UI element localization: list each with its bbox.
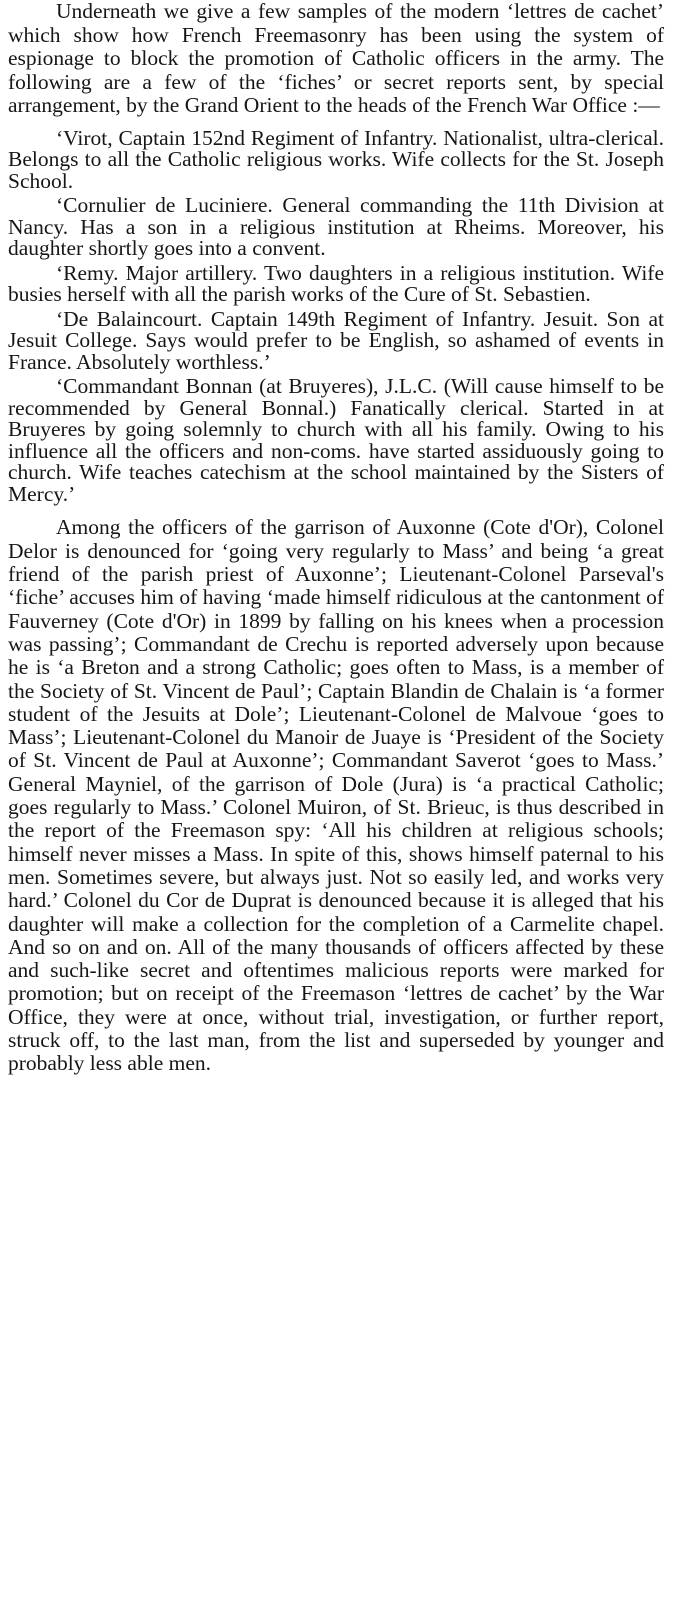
fiche-virot: ‘Virot, Captain 152nd Regiment of Infantry. Nationalist, ultra-clerical. Belongs to all the Catholic religious works. Wife collects for the St. Joseph School. <box>8 125 664 193</box>
body-paragraph: Among the officers of the garrison of Auxonne (Cote d'Or), Colonel Delor is denounced for ‘going very regularly to Mass’ and being ‘a great friend of the parish priest of Auxonne’; Lieutenant-Colonel Parseval's ‘fiche’ accuses him of having ‘made himself ridiculous at the cantonment of Fauverney (Cote d'Or) in 1899 by falling on his knees when a procession was passing’; Commandant de Crechu is reported adversely upon because he is ‘a Breton and a strong Catholic; goes often to Mass, is a member of the Society of St. Vincent de Paul’; Captain Blandin de Chalain is ‘a former student of the Jesuits at Dole’; Lieutenant-Colonel de Malvoue ‘goes to Mass’; Lieutenant-Colonel du Manoir de Juaye is ‘President of the Society of St. Vincent de Paul at Auxonne’; Commandant Saverot ‘goes to Mass.’ General Mayniel, of the garrison of Dole (Jura) is ‘a practical Catholic; goes regularly to Mass.’ Colonel Muiron, of St. Brieuc, is thus described in the report of the Freemason spy: ‘All his children at religious schools; himself never misses a Mass. In spite of this, shows himself paternal to his men. Sometimes severe, but always just. Not so easily led, and works very hard.’ Colonel du Cor de Duprat is denounced because it is alleged that his daughter will make a collection for the completion of a Carmelite chapel. And so on and on. All of the many thousands of officers affected by these and such-like secret and oftentimes malicious reports were marked for promotion; but on receipt of the Freemason ‘lettres de cachet’ by the War Office, they were at once, without trial, investigation, or further report, struck off, to the last man, from the list and superseded by younger and probably less able men. <box>8 515 664 1076</box>
article-column <box>8 0 664 1076</box>
fiche-de-balaincourt: ‘De Balaincourt. Captain 149th Regiment of Infantry. Jesuit. Son at Jesuit College. Says would prefer to be English, so ashamed of events in France. Absolutely worthless.’ <box>8 306 664 374</box>
fiche-remy: ‘Remy. Major artillery. Two daughters in a religious institution. Wife busies herself with all the parish works of the Cure of St. Sebastien. <box>8 260 664 307</box>
intro-paragraph: Underneath we give a few samples of the modern ‘lettres de cachet’ which show how French Freemasonry has been using the system of espionage to block the promotion of Catholic officers in the army. The following are a few of the ‘fiches’ or secret reports sent, by special arrangement, by the Grand Orient to the heads of the French War Office :— <box>8 0 664 118</box>
fiche-cornulier: ‘Cornulier de Luciniere. General commanding the 11th Division at Nancy. Has a son in a religious institution at Rheims. Moreover, his daughter shortly goes into a convent. <box>8 193 664 261</box>
fiche-bonnan: ‘Commandant Bonnan (at Bruyeres), J.L.C. (Will cause himself to be recommended by General Bonnal.) Fanatically clerical. Started in at Bruyeres by going solemnly to church with all his family. Owing to his influence all the officers and non-coms. have started assiduously going to church. Wife teaches catechism at the school maintained by the Sisters of Mercy.’ <box>8 374 664 506</box>
